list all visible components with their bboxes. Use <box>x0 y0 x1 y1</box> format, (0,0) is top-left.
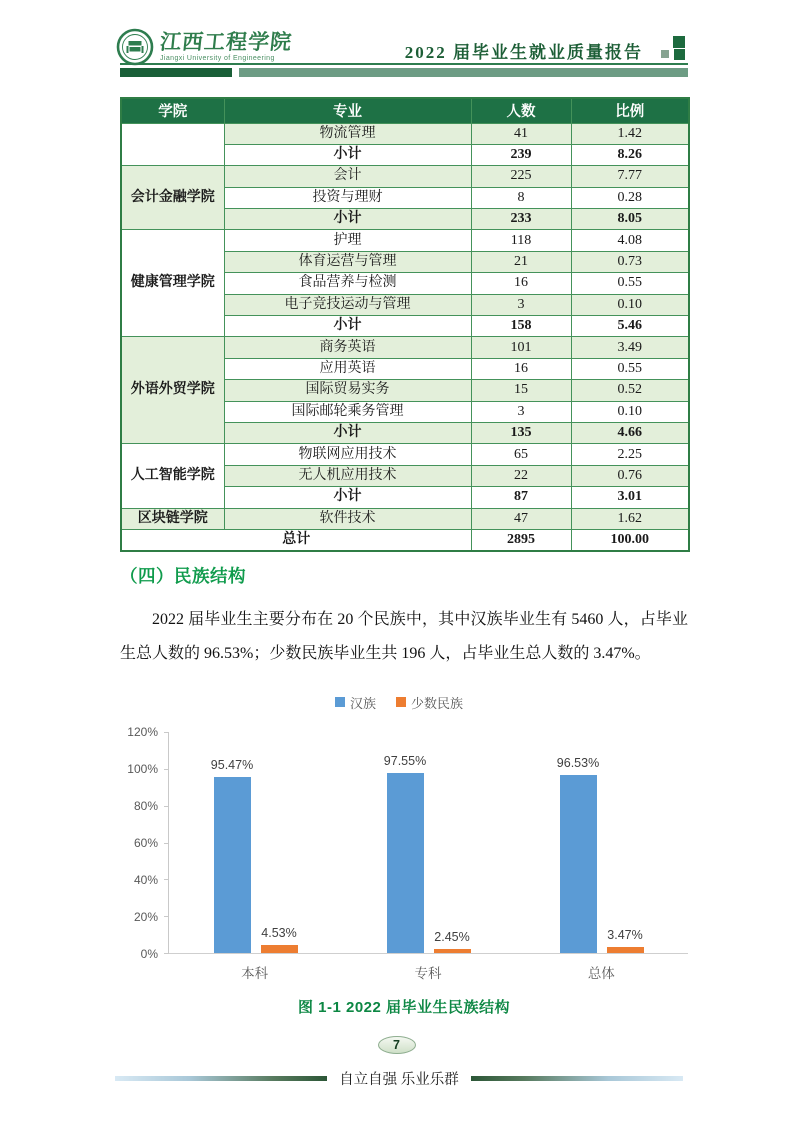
college-cell: 健康管理学院 <box>121 230 224 337</box>
major-cell: 会计 <box>224 166 471 187</box>
value-cell: 3 <box>471 294 571 315</box>
y-tick-label: 0% <box>140 947 158 961</box>
legend-label: 汉族 <box>349 695 376 711</box>
bar-少数民族 <box>434 929 471 954</box>
bar-汉族 <box>383 754 427 953</box>
value-cell: 4.66 <box>571 422 689 443</box>
x-category-label: 专科 <box>414 966 442 981</box>
header-rule-line <box>120 63 688 65</box>
decor-square-icon <box>673 36 685 48</box>
bar-group <box>515 732 688 953</box>
table-row <box>121 166 689 187</box>
major-cell: 小计 <box>224 209 471 230</box>
value-cell: 3.01 <box>571 487 689 508</box>
bar-data-label: 2.45% <box>434 929 470 944</box>
value-cell: 8.05 <box>571 209 689 230</box>
body-paragraph: 2022 届毕业生主要分布在 20 个民族中，其中汉族毕业生有 5460 人，占毕业生总人数的 96.53%；少数民族毕业生共 196 人，占毕业生总人数的 3.47%。 <box>120 611 688 662</box>
value-cell: 1.62 <box>571 508 689 529</box>
value-cell: 8 <box>471 187 571 208</box>
table-body <box>121 123 689 551</box>
table-head <box>121 98 689 123</box>
legend-item <box>335 693 376 712</box>
bar-少数民族 <box>607 927 644 953</box>
value-cell: 15 <box>471 380 571 401</box>
value-cell: 8.26 <box>571 144 689 165</box>
major-cell: 小计 <box>224 144 471 165</box>
legend-swatch-icon <box>396 697 406 707</box>
university-name: 江西工程学院 <box>158 30 294 54</box>
y-tick-mark <box>164 916 169 917</box>
bar-group <box>342 732 515 953</box>
value-cell: 22 <box>471 465 571 486</box>
value-cell: 0.73 <box>571 251 689 272</box>
value-cell: 0.28 <box>571 187 689 208</box>
college-cell: 人工智能学院 <box>121 444 224 508</box>
major-cell: 体育运营与管理 <box>224 251 471 272</box>
college-major-table <box>120 97 690 552</box>
major-cell: 应用英语 <box>224 358 471 379</box>
value-cell: 1.42 <box>571 123 689 144</box>
y-tick-label: 20% <box>133 910 158 924</box>
y-tick-mark <box>164 769 169 770</box>
column-header: 学院 <box>121 98 224 123</box>
footer-bar-left <box>115 1076 327 1081</box>
college-cell: 外语外贸学院 <box>121 337 224 444</box>
major-cell: 投资与理财 <box>224 187 471 208</box>
college-cell: 会计金融学院 <box>121 166 224 230</box>
total-pct-cell: 100.00 <box>571 529 689 550</box>
y-tick-label: 40% <box>133 872 158 887</box>
value-cell: 47 <box>471 508 571 529</box>
table-row <box>121 230 689 251</box>
university-name-english: Jiangxi University of Engineering <box>160 55 275 62</box>
major-cell: 无人机应用技术 <box>224 465 471 486</box>
legend-item <box>396 693 463 712</box>
table-row <box>121 444 689 465</box>
table-row <box>121 123 689 144</box>
legend-swatch-icon <box>335 697 345 707</box>
value-cell: 101 <box>471 337 571 358</box>
university-logo <box>116 28 292 66</box>
footer-motto-row <box>115 1068 683 1089</box>
university-emblem-icon <box>116 28 154 66</box>
chart-legend <box>110 694 688 710</box>
value-cell: 239 <box>471 144 571 165</box>
x-axis-labels <box>168 962 688 982</box>
chart-plot-area <box>110 725 688 961</box>
header-bar-sage <box>239 68 688 77</box>
decor-square-icon <box>661 50 669 58</box>
value-cell: 3.49 <box>571 337 689 358</box>
page-number-badge: 7 <box>378 1036 416 1054</box>
value-cell: 65 <box>471 444 571 465</box>
y-tick-label: 120% <box>127 725 158 739</box>
value-cell: 21 <box>471 251 571 272</box>
value-cell: 5.46 <box>571 316 689 337</box>
header-decoration-squares <box>661 36 685 60</box>
value-cell: 16 <box>471 273 571 294</box>
major-cell: 软件技术 <box>224 508 471 529</box>
value-cell: 0.76 <box>571 465 689 486</box>
major-cell: 物联网应用技术 <box>224 444 471 465</box>
bar-group <box>169 732 342 953</box>
major-cell: 商务英语 <box>224 337 471 358</box>
y-tick-mark <box>164 953 169 954</box>
value-cell: 225 <box>471 166 571 187</box>
major-cell: 小计 <box>224 316 471 337</box>
value-cell: 16 <box>471 358 571 379</box>
value-cell: 4.08 <box>571 230 689 251</box>
column-header: 人数 <box>471 98 571 123</box>
report-title: 2022 届毕业生就业质量报告 <box>404 43 643 62</box>
footer-bar-right <box>471 1076 683 1081</box>
section-heading: （四）民族结构 <box>120 566 246 586</box>
x-category-label: 总体 <box>587 966 615 981</box>
table-header-row <box>121 98 689 123</box>
value-cell: 41 <box>471 123 571 144</box>
y-tick-mark <box>164 732 169 733</box>
decor-square-icon <box>674 49 685 60</box>
major-cell: 小计 <box>224 422 471 443</box>
total-label-cell: 总计 <box>121 529 471 550</box>
major-cell: 食品营养与检测 <box>224 273 471 294</box>
value-cell: 0.10 <box>571 294 689 315</box>
y-tick-label: 60% <box>133 836 158 850</box>
y-tick-label: 80% <box>133 798 158 813</box>
value-cell: 7.77 <box>571 166 689 187</box>
column-header: 专业 <box>224 98 471 123</box>
bar-少数民族 <box>261 925 298 953</box>
value-cell: 2.25 <box>571 444 689 465</box>
major-cell: 国际贸易实务 <box>224 380 471 401</box>
value-cell: 0.10 <box>571 401 689 422</box>
bar-data-label: 96.53% <box>556 756 600 771</box>
bar-data-label: 95.47% <box>210 758 254 773</box>
value-cell: 158 <box>471 316 571 337</box>
major-cell: 小计 <box>224 487 471 508</box>
legend-label: 少数民族 <box>411 695 464 711</box>
bar-data-label: 3.47% <box>607 927 643 942</box>
figure-caption: 图 1-1 2022 届毕业生民族结构 <box>297 999 511 1016</box>
value-cell: 3 <box>471 401 571 422</box>
table-row <box>121 508 689 529</box>
y-tick-mark <box>164 879 169 880</box>
value-cell: 87 <box>471 487 571 508</box>
value-cell: 135 <box>471 422 571 443</box>
value-cell: 0.52 <box>571 380 689 401</box>
bar-data-label: 97.55% <box>383 754 427 769</box>
value-cell: 0.55 <box>571 273 689 294</box>
plot-region <box>168 732 688 954</box>
y-axis-labels <box>110 725 168 961</box>
major-cell: 物流管理 <box>224 123 471 144</box>
bar-汉族 <box>556 756 600 953</box>
college-cell: 区块链学院 <box>121 508 224 529</box>
y-tick-mark <box>164 843 169 844</box>
ethnicity-bar-chart <box>110 694 688 982</box>
table-row <box>121 337 689 358</box>
value-cell: 118 <box>471 230 571 251</box>
major-cell: 国际邮轮乘务管理 <box>224 401 471 422</box>
table-total-row <box>121 529 689 550</box>
total-count-cell: 2895 <box>471 529 571 550</box>
major-cell: 电子竞技运动与管理 <box>224 294 471 315</box>
x-category-label: 本科 <box>241 966 269 981</box>
y-tick-mark <box>164 806 169 807</box>
value-cell: 0.55 <box>571 358 689 379</box>
college-cell <box>121 123 224 166</box>
column-header: 比例 <box>571 98 689 123</box>
major-cell: 护理 <box>224 230 471 251</box>
header-bar-dark <box>120 68 232 77</box>
y-tick-label: 100% <box>127 761 158 776</box>
bar-汉族 <box>210 758 254 953</box>
bar-data-label: 4.53% <box>261 925 297 940</box>
footer-motto: 自立自强 乐业乐群 <box>339 1072 459 1088</box>
value-cell: 233 <box>471 209 571 230</box>
